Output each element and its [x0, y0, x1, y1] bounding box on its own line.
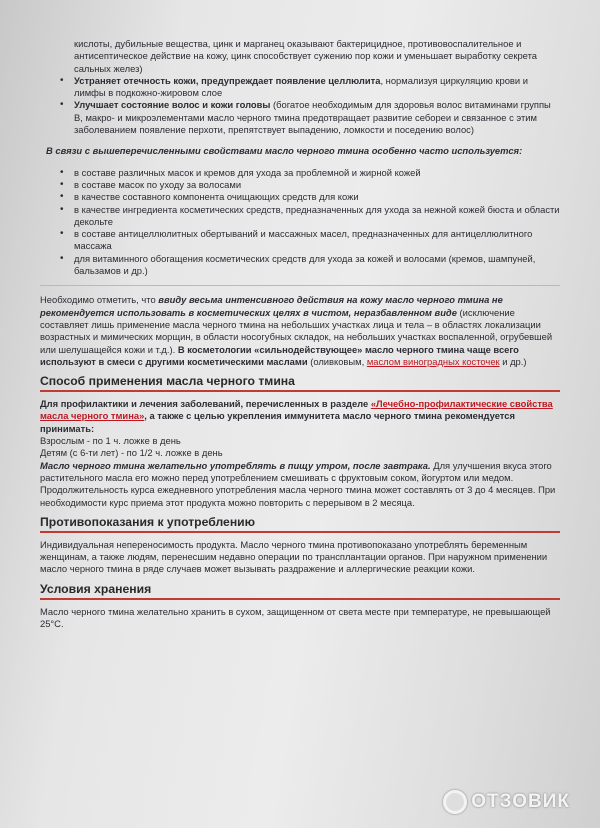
bullet-strong: Устраняет отечность кожи, предупреждает появление целлюлита	[74, 74, 381, 86]
grape-seed-oil-link[interactable]: маслом виноградных косточек	[366, 355, 500, 367]
dose-adults: Взрослым - по 1 ч. ложке в день	[40, 435, 181, 447]
dose-kids: Детям (с 6-ти лет) - по 1/2 ч. ложке в день	[40, 447, 223, 459]
warning-strong: В косметологии «сильнодействующее» масло черного тмина чаще всего используют в смеси с другими косметическими маслами	[40, 343, 519, 367]
contra-text: Индивидуальная непереносимость продукта. Масло черного тмина противопоказано употреблять беременным женщинам, а также людям, перенесшим недавно операции по трансплантации органов. При наружном применении масло черного тмина в ряде случаев может вызывать раздражение и аллергические реакции кожи.	[40, 538, 548, 575]
bullet-dot: •	[60, 99, 64, 111]
section-heading-contra: Противопоказания к употреблению	[40, 515, 560, 533]
bullet-dot: •	[60, 178, 64, 190]
method-tip-strong: Масло черного тмина желательно употреблять в пищу утром, после завтрака.	[40, 459, 431, 471]
warning-text: (исключение составляет лишь применение масла черного тмина на небольших участках лица и тела – в областях локализации возрастных и мимических морщин, в области носогубных складок, на небольших участках воспаленной, огрубевшей или шелушащейся кожи и т.д.).	[40, 306, 553, 355]
bullet-strong: Улучшает состояние волос и кожи головы	[74, 99, 271, 111]
document-content	[40, 38, 560, 630]
bullet-dot: •	[60, 74, 64, 86]
bullet-hair	[40, 99, 560, 136]
list-item-text: в составе масок по уходу за волосами	[74, 178, 242, 190]
section-heading-storage: Условия хранения	[40, 582, 560, 600]
warning-paragraph	[40, 294, 560, 368]
warning-text: Необходимо отметить, что	[40, 294, 159, 306]
method-lead-text: Для профилактики и лечения заболеваний, перечисленных в разделе	[40, 398, 371, 410]
list-item	[40, 167, 560, 179]
list-item	[40, 179, 560, 191]
list-item-text: в составе антицеллюлитных обертываний и массажных масел, предназначенных для антицеллюлитного массажа	[74, 228, 533, 252]
list-item	[40, 191, 560, 203]
paragraph-top: кислоты, дубильные вещества, цинк и марганец оказывают бактерицидное, противовоспалительное и антисептическое действие на кожу, цинк способствует сужению пор кожи и уменьшает выработку секрета сальных желез)	[74, 38, 537, 74]
method-lead	[40, 398, 560, 435]
warning-emphasis: ввиду весьма интенсивного действия на кожу масло черного тмина не рекомендуется использовать в косметических целях в чистом, неразбавленном виде	[40, 294, 503, 318]
list-item	[40, 228, 560, 253]
list-item-text: для витаминного обогащения косметических средств для ухода за кожей и волосами (кремов, шампуней, бальзамов и др.)	[74, 252, 536, 277]
bullet-dot: •	[60, 252, 64, 264]
method-lead-text: , а также с целью укрепления иммунитета масло черного тмина рекомендуется принимать:	[40, 410, 515, 434]
list-item-text: в качестве ингредиента косметических средств, предназначенных для ухода за нежной кожей бюста и области декольте	[74, 203, 560, 227]
method-duration: Продолжительность курса ежедневного употребления масла черного тмина может составлять от 3 до 4 месяцев. При необходимости курс приема этот продукта можно повторить с перерывом в 2 месяца.	[40, 484, 556, 508]
divider	[40, 285, 560, 286]
bullet-dot: •	[60, 166, 64, 178]
bullet-cellulite	[40, 75, 560, 100]
otzovik-logo-icon	[443, 790, 467, 814]
bullet-rest: (богатое необходимым для здоровья волос витаминами группы В, макро- и микроэлементами масло черного тмина предотвращает развитие себореи и связанное с этим заболеванием появление перхоти, препятствует выпадению, ломкости и поседению волос)	[74, 99, 551, 136]
method-tip	[40, 460, 560, 485]
list-item-text: в качестве составного компонента очищающих средств для кожи	[74, 191, 359, 203]
watermark-logo	[443, 790, 570, 814]
method-tip-text: Для улучшения вкуса этого растительного масла его можно перед употреблением смешивать с фруктовым соком, йогуртом или медом.	[40, 459, 552, 483]
bullet-dot: •	[60, 228, 64, 240]
properties-link[interactable]: «Лечебно-профилактические свойства масла черного тмина»	[40, 398, 553, 422]
storage-text: Масло черного тмина желательно хранить в сухом, защищенном от света месте при температуре, не превышающей 25°С.	[40, 605, 551, 629]
section-heading-method: Способ применения масла черного тмина	[40, 374, 560, 392]
list-item	[40, 204, 560, 229]
watermark-text: ОТЗОВИК	[471, 791, 570, 812]
uses-intro: В связи с вышеперечисленными свойствами масло черного тмина особенно часто используется:	[46, 145, 523, 157]
list-item	[40, 253, 560, 278]
bullet-dot: •	[60, 203, 64, 215]
warning-text: (оливковым,	[307, 355, 367, 367]
uses-list	[40, 167, 560, 278]
bullet-dot: •	[60, 191, 64, 203]
bullet-rest: , нормализуя циркуляцию крови и лимфы в подкожно-жировом слое	[74, 74, 528, 99]
list-item-text: в составе различных масок и кремов для ухода за проблемной и жирной кожей	[74, 166, 421, 178]
warning-text: и др.)	[499, 355, 527, 367]
